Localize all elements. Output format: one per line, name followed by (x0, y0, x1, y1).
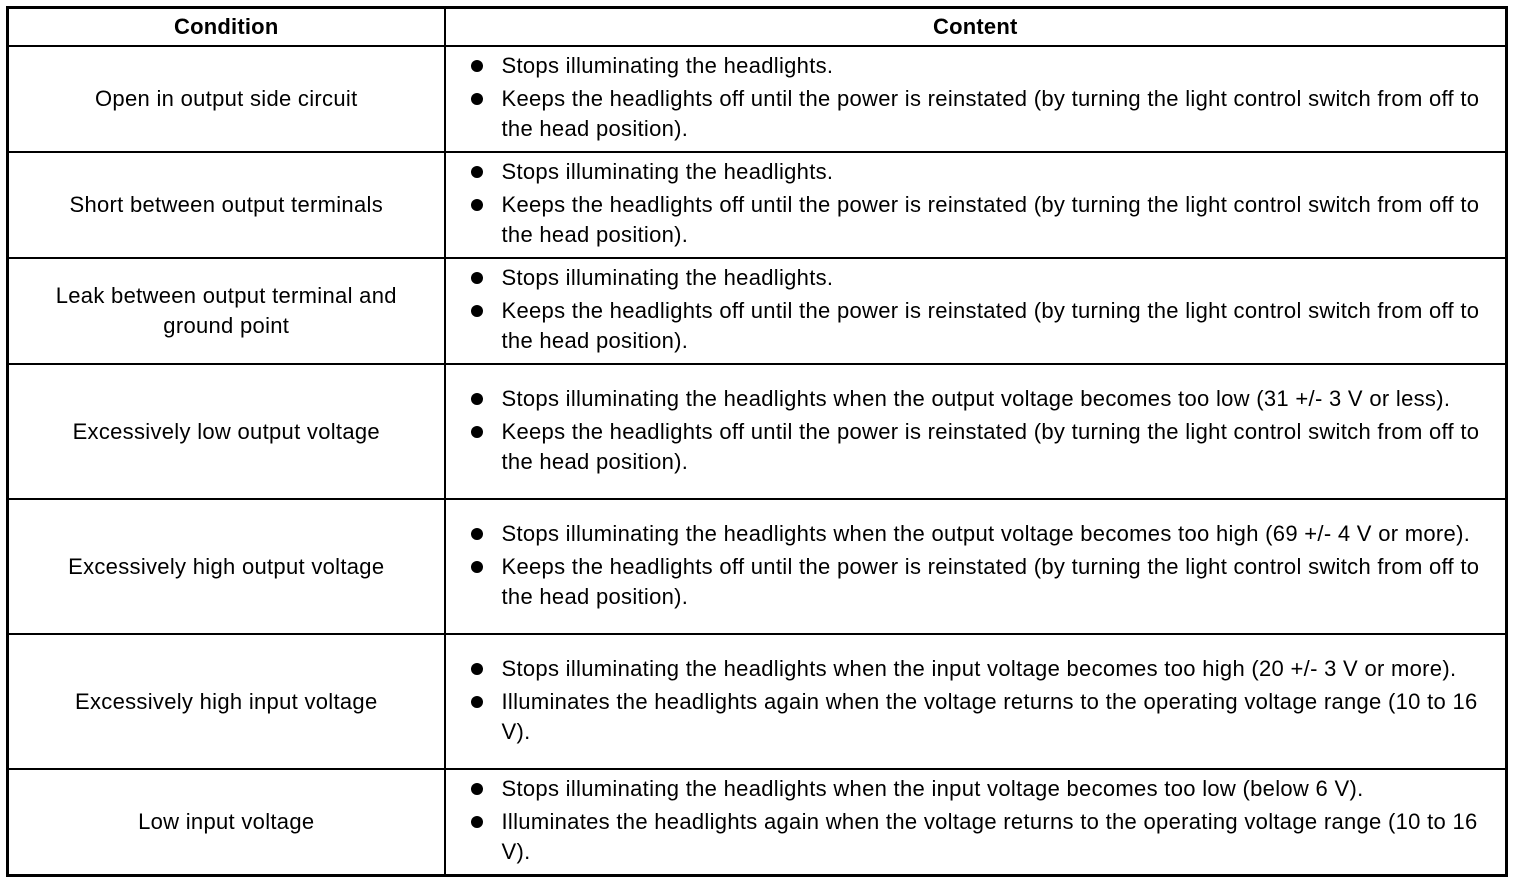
content-cell (445, 258, 1507, 364)
table-row (8, 499, 1507, 634)
list-item-text: Keeps the headlights off until the power is reinstated (by turning the light control switch from off to the head position). (501, 298, 1480, 353)
table-row (8, 258, 1507, 364)
table-row (8, 364, 1507, 499)
list-item (470, 552, 1492, 612)
list-item (470, 654, 1492, 684)
list-item-text: Keeps the headlights off until the power is reinstated (by turning the light control switch from off to the head position). (501, 418, 1480, 474)
list-item (470, 774, 1492, 804)
list-item-text: Stops illuminating the headlights. (501, 265, 834, 290)
list-item (470, 807, 1492, 867)
table-row (8, 769, 1507, 876)
list-item (470, 417, 1492, 477)
list-item (470, 296, 1492, 356)
list-item-text: Illuminates the headlights again when the voltage returns to the operating voltage range (10 to 16 V). (501, 688, 1478, 744)
bullet-list (470, 157, 1492, 250)
list-item-text: Stops illuminating the headlights when the input voltage becomes too low (below 6 V). (501, 776, 1364, 801)
list-item (470, 51, 1492, 81)
bullet-list (470, 774, 1492, 867)
bullet-icon (471, 199, 483, 211)
content-cell (445, 152, 1507, 258)
condition-cell: Excessively low output voltage (8, 364, 445, 499)
list-item (470, 263, 1492, 293)
list-item (470, 384, 1492, 414)
header-content: Content (445, 8, 1507, 47)
list-item-text: Keeps the headlights off until the power is reinstated (by turning the light control switch from off to the head position). (501, 192, 1480, 247)
bullet-icon (471, 272, 483, 284)
bullet-list (470, 519, 1492, 612)
list-item-text: Keeps the headlights off until the power is reinstated (by turning the light control switch from off to the head position). (501, 86, 1480, 141)
bullet-icon (471, 305, 483, 317)
table-row (8, 46, 1507, 152)
list-item (470, 687, 1492, 747)
list-item-text: Keeps the headlights off until the power is reinstated (by turning the light control switch from off to the head position). (501, 553, 1480, 609)
bullet-list (470, 51, 1492, 144)
bullet-icon (471, 783, 483, 795)
bullet-icon (471, 60, 483, 72)
list-item-text: Stops illuminating the headlights. (501, 53, 834, 78)
list-item-text: Illuminates the headlights again when the voltage returns to the operating voltage range (10 to 16 V). (501, 809, 1478, 864)
bullet-list (470, 384, 1492, 477)
condition-cell: Excessively high output voltage (8, 499, 445, 634)
content-cell (445, 499, 1507, 634)
bullet-icon (471, 561, 483, 573)
bullet-icon (471, 166, 483, 178)
condition-cell: Short between output terminals (8, 152, 445, 258)
bullet-icon (471, 393, 483, 405)
bullet-list (470, 263, 1492, 356)
bullet-icon (471, 663, 483, 675)
list-item (470, 190, 1492, 250)
table-row (8, 152, 1507, 258)
list-item (470, 157, 1492, 187)
content-cell (445, 634, 1507, 769)
bullet-list (470, 654, 1492, 747)
condition-cell: Low input voltage (8, 769, 445, 876)
list-item-text: Stops illuminating the headlights. (501, 159, 834, 184)
condition-content-table (6, 6, 1508, 877)
content-cell (445, 364, 1507, 499)
bullet-icon (471, 816, 483, 828)
list-item (470, 519, 1492, 549)
header-row (8, 8, 1507, 47)
list-item-text: Stops illuminating the headlights when the input voltage becomes too high (20 +/- 3 V or more). (501, 655, 1457, 681)
condition-cell: Open in output side circuit (8, 46, 445, 152)
content-cell (445, 769, 1507, 876)
bullet-icon (471, 696, 483, 708)
list-item (470, 84, 1492, 144)
bullet-icon (471, 528, 483, 540)
header-condition: Condition (8, 8, 445, 47)
list-item-text: Stops illuminating the headlights when the output voltage becomes too low (31 +/- 3 V or less). (501, 385, 1451, 411)
condition-cell: Leak between output terminal and ground point (8, 258, 445, 364)
list-item-text: Stops illuminating the headlights when the output voltage becomes too high (69 +/- 4 V or more). (501, 520, 1471, 546)
table-row (8, 634, 1507, 769)
bullet-icon (471, 93, 483, 105)
content-cell (445, 46, 1507, 152)
bullet-icon (471, 426, 483, 438)
condition-cell: Excessively high input voltage (8, 634, 445, 769)
